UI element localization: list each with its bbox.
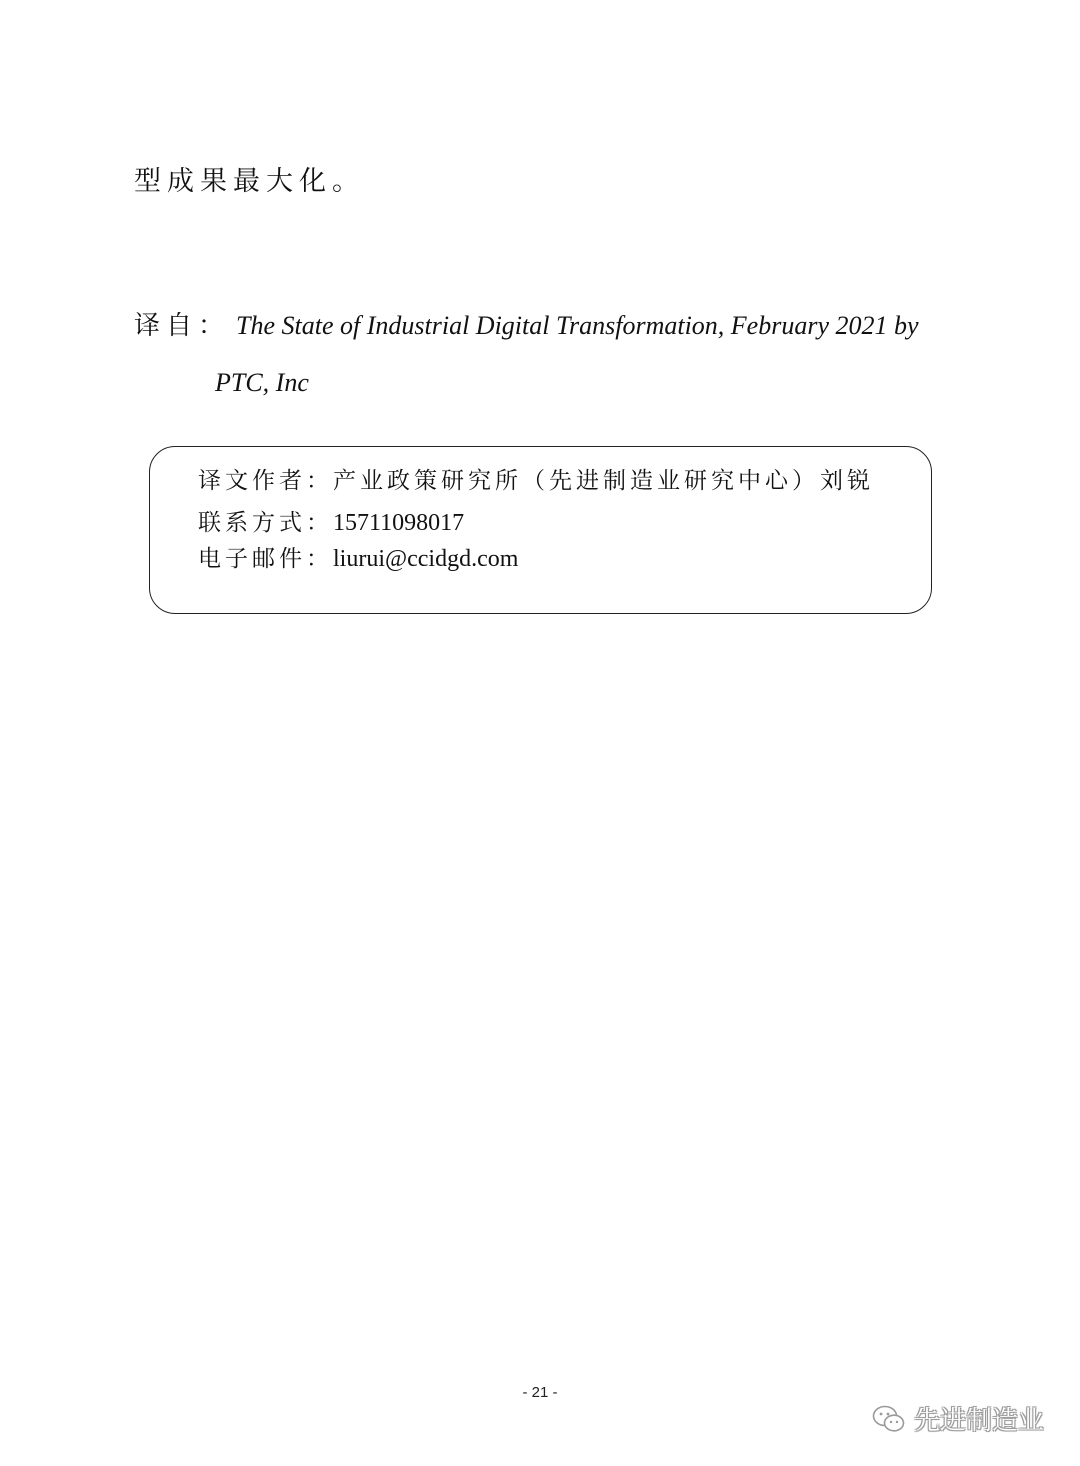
phone-number: 15711098017: [333, 510, 465, 536]
author-row: [198, 463, 819, 499]
source-title-line2: PTC, Inc: [215, 368, 309, 397]
phone-label: 联系方式：: [198, 510, 333, 536]
watermark-text: 先进制造业: [913, 1406, 1044, 1436]
contact-box: [149, 446, 932, 614]
email-address: liurui@ccidgd.com: [333, 546, 519, 572]
source-label: 译自：: [134, 311, 231, 341]
source-title-line1: The State of Industrial Digital Transformation, February 2021 by: [236, 311, 919, 340]
author-name: 刘锐: [820, 468, 874, 494]
email-label: 电子邮件：: [198, 546, 333, 572]
author-org: 产业政策研究所（先进制造业研究中心）: [333, 468, 819, 494]
author-label: 译文作者：: [198, 468, 333, 494]
email-row: [198, 541, 518, 577]
phone-row: [198, 505, 464, 541]
paragraph-tail: 型成果最大化。: [134, 166, 365, 197]
page-number: - 21 -: [522, 1384, 558, 1401]
source-citation: [134, 307, 919, 345]
watermark: [872, 1400, 1044, 1437]
wechat-icon: [872, 1404, 906, 1434]
